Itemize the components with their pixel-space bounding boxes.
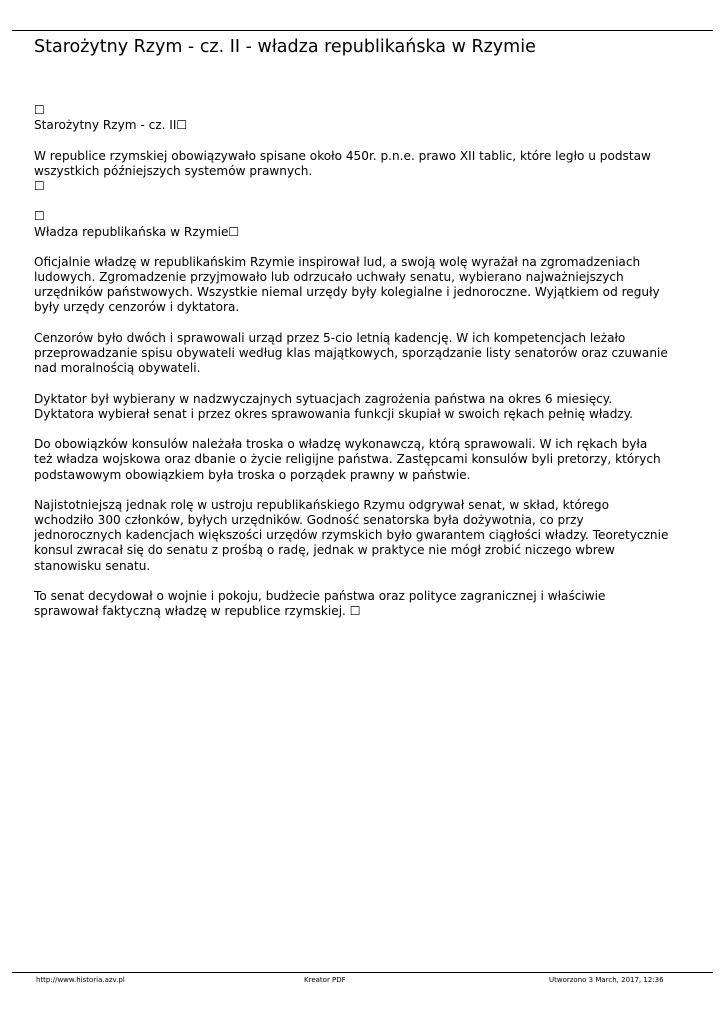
text-line: były urzędy cenzorów i dyktatora. bbox=[34, 300, 240, 315]
text-line: ludowych. Zgromadzenie przyjmowało lub odrzucało uchwały senatu, wybierano najważniejszych bbox=[34, 270, 624, 285]
text-line: przeprowadzanie spisu obywateli według klas majątkowych, sporządzanie listy senatorów oraz czuwanie bbox=[34, 346, 668, 360]
text-line: Oficjalnie władzę w republikańskim Rzymie inspirował lud, a swoją wolę wyrażał na zgromadzeniach bbox=[34, 254, 641, 269]
text-line: stanowisku senatu. bbox=[34, 558, 151, 573]
text-line: Cenzorów było dwóch i sprawowali urząd przez 5-cio letnią kadencję. W ich kompetencjach leżało bbox=[34, 330, 626, 345]
paragraph-gap bbox=[34, 194, 679, 209]
text-line: Dyktatora wybierał senat i przez okres sprawowania funkcji skupiał w swoich rękach pełnię władzy. bbox=[34, 406, 633, 421]
paragraph-gap bbox=[34, 376, 679, 391]
text-line: nad moralnością obywateli. bbox=[34, 361, 201, 376]
text-line: Dyktator był wybierany w nadzwyczajnych sytuacjach zagrożenia państwa na okres 6 miesięcy. bbox=[34, 391, 613, 406]
placeholder-box-icon: ☐ bbox=[34, 178, 45, 193]
footer-url: http://www.historia.azv.pl bbox=[36, 976, 125, 984]
footer-created-date: Utworzono 3 March, 2017, 12:36 bbox=[549, 976, 664, 984]
text-line: wchodziło 300 członków, byłych urzędników. Godność senatorska była dożywotnia, co przy bbox=[34, 513, 584, 528]
placeholder-box-icon: ☐ bbox=[34, 103, 45, 117]
text-line: wszystkich późniejszych systemów prawnych. bbox=[34, 163, 313, 178]
paragraph-gap bbox=[34, 574, 679, 589]
text-line: konsul zwracał się do senatu z prośbą o radę, jednak w praktyce nie mógł zrobić niczego wbrew bbox=[34, 543, 615, 558]
paragraph-gap bbox=[34, 422, 679, 437]
header-rule bbox=[12, 30, 713, 31]
text-line: sprawował faktyczną władzę w republice rzymskiej. ☐ bbox=[34, 604, 361, 619]
text-line: To senat decydował o wojnie i pokoju, budżecie państwa oraz polityce zagranicznej i właściwie bbox=[34, 589, 606, 603]
document-body bbox=[34, 103, 679, 619]
page-title: Starożytny Rzym - cz. II - władza republikańska w Rzymie bbox=[34, 37, 536, 57]
paragraph-gap bbox=[34, 133, 679, 148]
text-line: Najistotniejszą jednak rolę w ustroju republikańskiego Rzymu odgrywał senat, w skład, którego bbox=[34, 497, 609, 512]
text-line: Władza republikańska w Rzymie☐ bbox=[34, 224, 240, 239]
text-line: Starożytny Rzym - cz. II☐ bbox=[34, 118, 188, 133]
paragraph-gap bbox=[34, 316, 679, 331]
paragraph-gap bbox=[34, 483, 679, 498]
text-line: też władza wojskowa oraz dbanie o życie religijne państwa. Zastępcami konsulów byli pretorzy, których bbox=[34, 452, 661, 467]
placeholder-box-icon: ☐ bbox=[34, 209, 45, 224]
footer-generator: Kreator PDF bbox=[304, 976, 346, 984]
text-line: Do obowiązków konsulów należała troska o władzę wykonawczą, którą sprawowali. W ich rękach była bbox=[34, 437, 648, 452]
text-line: urzędników państwowych. Wszystkie niemal urzędy były kolegialne i jednoroczne. Wyjątkiem od reguły bbox=[34, 285, 660, 300]
text-line: jednorocznych kadencjach większości urzędów rzymskich było gwarantem ciągłości władzy. Teoretycznie bbox=[34, 528, 669, 543]
text-line: podstawowym obowiązkiem była troska o porządek prawny w państwie. bbox=[34, 467, 471, 482]
footer-rule bbox=[12, 972, 713, 973]
paragraph-gap bbox=[34, 240, 679, 255]
text-line: W republice rzymskiej obowiązywało spisane około 450r. p.n.e. prawo XII tablic, które legło u podstaw bbox=[34, 148, 651, 163]
